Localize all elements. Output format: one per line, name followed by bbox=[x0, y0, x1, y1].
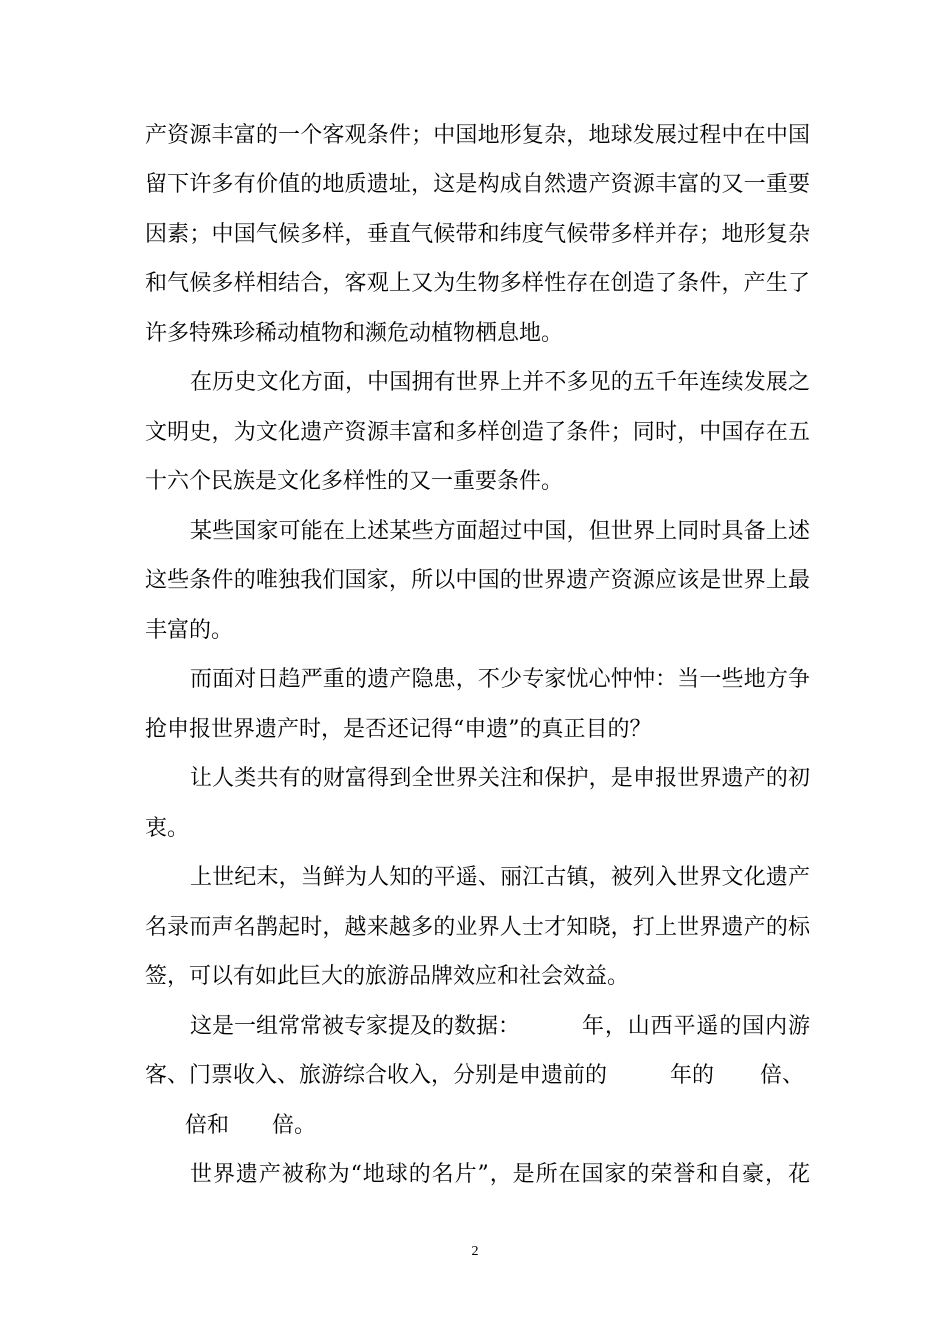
text-line: 签，可以有如此巨大的旅游品牌效应和社会效益。 bbox=[145, 964, 630, 989]
text-line: 许多特殊珍稀动植物和濒危动植物栖息地。 bbox=[145, 321, 564, 346]
text-segment: 客、门票收入、旅游综合收入，分别是申遗前的 bbox=[145, 1063, 608, 1088]
text-line: 让人类共有的财富得到全世界关注和保护，是申报世界遗产的初 bbox=[190, 766, 810, 791]
text-line: 十六个民族是文化多样性的又一重要条件。 bbox=[145, 469, 564, 494]
text-line: 因素；中国气候多样，垂直气候带和纬度气候带多样并存；地形复杂 bbox=[145, 222, 810, 247]
text-line: 抢申报世界遗产时，是否还记得“申遗”的真正目的？ bbox=[145, 717, 652, 742]
text-line: 这些条件的唯独我们国家，所以中国的世界遗产资源应该是世界上最 bbox=[145, 568, 810, 593]
text-line: 和气候多样相结合，客观上又为生物多样性存在创造了条件，产生了 bbox=[145, 271, 810, 296]
page-number: 2 bbox=[471, 1244, 479, 1259]
text-line: 名录而声名鹊起时，越来越多的业界人士才知晓，打上世界遗产的标 bbox=[145, 915, 810, 940]
text-line bbox=[190, 1012, 520, 1042]
text-line: 丰富的。 bbox=[145, 618, 234, 643]
text-line: 文明史，为文化遗产资源丰富和多样创造了条件；同时，中国存在五 bbox=[145, 420, 810, 445]
text-segment: 倍。 bbox=[272, 1113, 317, 1138]
text-segment: 倍和 bbox=[185, 1113, 230, 1138]
text-line: 产资源丰富的一个客观条件；中国地形复杂，地球发展过程中在中国 bbox=[145, 123, 810, 148]
text-line: 某些国家可能在上述某些方面超过中国，但世界上同时具备上述 bbox=[190, 519, 810, 544]
text-line: 衷。 bbox=[145, 816, 190, 841]
text-segment: 倍、 bbox=[760, 1063, 805, 1088]
text-segment: 年的 bbox=[670, 1063, 715, 1088]
text-segment: 年，山西平遥的国内游 bbox=[582, 1014, 810, 1039]
text-segment: 这是一组常常被专家提及的数据： bbox=[190, 1014, 521, 1039]
text-line: 在历史文化方面，中国拥有世界上并不多见的五千年连续发展之 bbox=[190, 370, 810, 395]
text-line: 世界遗产被称为“地球的名片”，是所在国家的荣誉和自豪，花 bbox=[190, 1162, 810, 1187]
text-line: 上世纪末，当鲜为人知的平遥、丽江古镇，被列入世界文化遗产 bbox=[190, 865, 810, 890]
text-line: 留下许多有价值的地质遗址，这是构成自然遗产资源丰富的又一重要 bbox=[145, 172, 810, 197]
text-line: 而面对日趋严重的遗产隐患，不少专家忧心忡忡：当一些地方争 bbox=[190, 667, 810, 692]
